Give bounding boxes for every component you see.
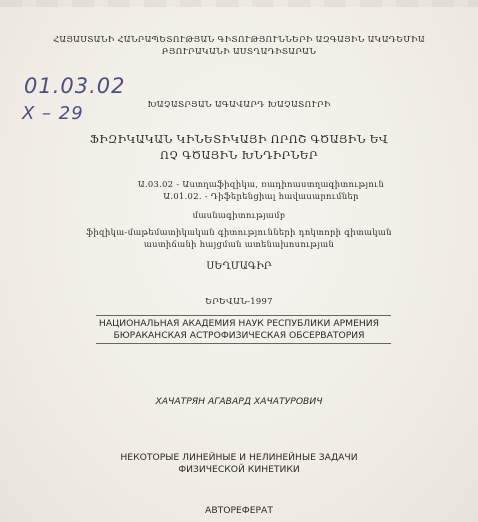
russian-title-line1: НЕКОТОРЫЕ ЛИНЕЙНЫЕ И НЕЛИНЕЙНЫЕ ЗАДАЧИ bbox=[120, 452, 358, 463]
russian-author-name: ХАЧАТРЯН АГАВАРД ХАЧАТУРОВИЧ bbox=[155, 396, 323, 407]
armenian-specialty-line2: Ա.01.02. - Դիֆերենցիալ հավասարումներ bbox=[163, 191, 359, 201]
armenian-degree-line2: աստիճանի հայցման ատենախոսության bbox=[143, 239, 335, 249]
handwritten-number: X – 29 bbox=[22, 103, 84, 124]
armenian-specialty-word: մասնագիտությամբ bbox=[192, 210, 286, 220]
handwritten-code: 01.03.02 bbox=[24, 74, 126, 98]
armenian-degree-line1: ֆիզիկա-մաթեմատիկական գիտությունների դոկտորի գիտական bbox=[86, 227, 392, 237]
top-edge-shadow bbox=[0, 0, 478, 7]
russian-abstract-word: АВТОРЕФЕРАТ bbox=[205, 505, 273, 516]
separator-rule-bottom bbox=[96, 343, 391, 344]
armenian-specialty-line1: Ա.03.02 - Աստղաֆիզիկա, ռադիոաստղագիտություն bbox=[137, 179, 385, 189]
armenian-institution-line1: ՀԱՅԱՍՏԱՆԻ ՀԱՆՐԱՊԵՏՈՒԹՅԱՆ ԳԻՏՈՒԹՅՈՒՆՆԵՐԻ ԱԶԳԱՅԻՆ ԱԿԱԴԵՄԻԱ bbox=[53, 34, 425, 44]
russian-institution-line2: БЮРАКАНСКАЯ АСТРОФИЗИЧЕСКАЯ ОБСЕРВАТОРИЯ bbox=[113, 330, 365, 341]
armenian-title-line2: ՈՉ ԳԾԱՅԻՆ ԽՆԴԻՐՆԵՐ bbox=[160, 149, 318, 162]
armenian-abstract-word: ՍԵՂՄԱԳԻՐ bbox=[206, 261, 272, 272]
separator-rule-top bbox=[96, 315, 391, 316]
armenian-city-year: ԵՐԵՎԱՆ-1997 bbox=[205, 296, 273, 306]
armenian-author-name: ԽԱՉԱՏՐՅԱՆ ԱԳԱՎԱՐԴ ԽԱՉԱՏՈՒՐԻ bbox=[147, 99, 331, 109]
russian-title-line2: ФИЗИЧЕСКОЙ КИНЕТИКИ bbox=[178, 464, 300, 475]
armenian-title-line1: ՖԻԶԻԿԱԿԱՆ ԿԻՆԵՏԻԿԱՅԻ ՈՐՈՇ ԳԾԱՅԻՆ ԵՎ bbox=[89, 133, 389, 146]
armenian-institution-line2: ԲՅՈՒՐԱԿԱՆԻ ԱՍՏՂԱԴԻՏԱՐԱՆ bbox=[161, 46, 317, 56]
russian-institution-line1: НАЦИОНАЛЬНАЯ АКАДЕМИЯ НАУК РЕСПУБЛИКИ АРМЕНИЯ bbox=[98, 318, 380, 329]
